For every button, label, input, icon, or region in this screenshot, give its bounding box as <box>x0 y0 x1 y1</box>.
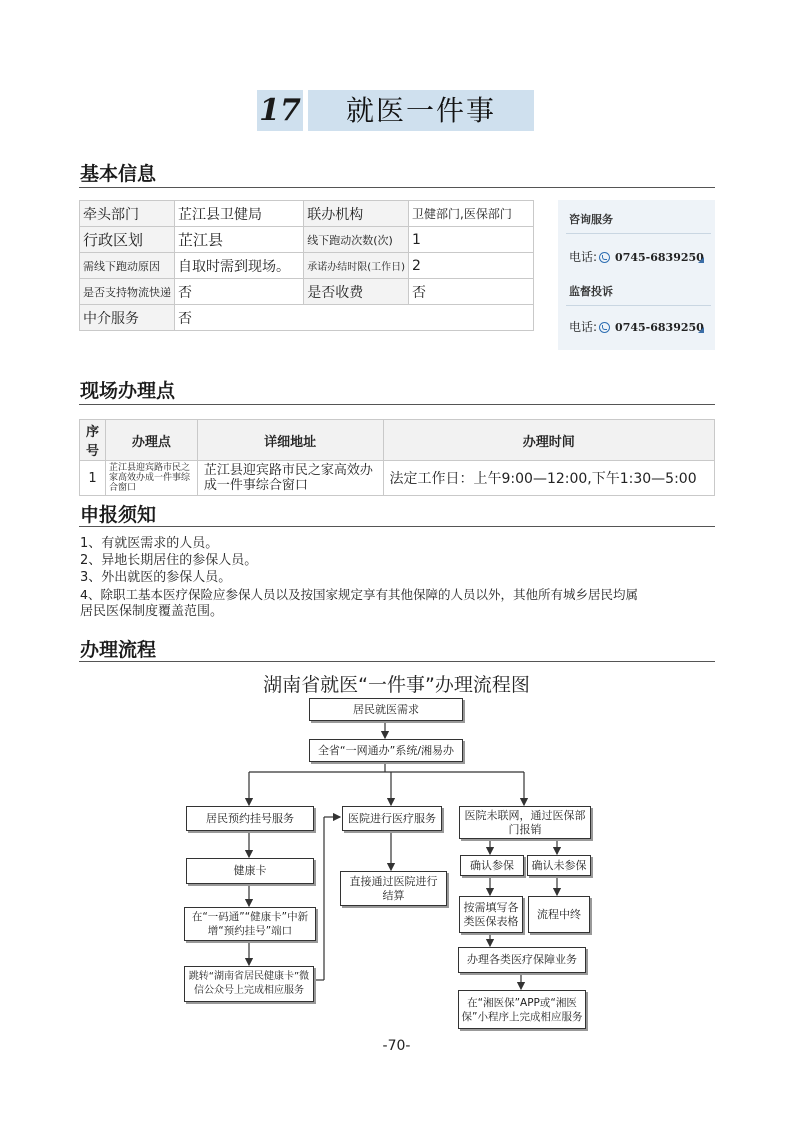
flow-node-wechat: 跳转“湖南省居民健康卡”微信公众号上完成相应服务 <box>184 966 314 1002</box>
value-charge: 否 <box>409 279 534 305</box>
flowchart-title: 湖南省就医“一件事”办理流程图 <box>263 674 530 696</box>
value-joint-agency: 卫健部门,医保部门 <box>409 201 534 227</box>
phone-label: 电话: <box>569 320 598 334</box>
cell-point: 芷江县迎宾路市民之家高效办成一件事综合窗口 <box>105 461 197 496</box>
flow-node-system: 全省“一网通办”系统/湘易办 <box>309 739 463 762</box>
label-joint-agency: 联办机构 <box>304 201 409 227</box>
value-offline-trips: 1 <box>409 227 534 253</box>
section-locations: 现场办理点 <box>80 380 176 402</box>
complaint-phone[interactable]: 0745-6839250 <box>615 321 704 334</box>
label-charge: 是否收费 <box>304 279 409 305</box>
flow-node-xiangyibao: 在“湘医保”APP或“湘医保”小程序上完成相应服务 <box>458 990 586 1029</box>
section-basic-info: 基本信息 <box>80 163 157 185</box>
flow-node-uninsured: 确认未参保 <box>527 855 591 876</box>
flow-node-health-card: 健康卡 <box>186 858 314 884</box>
label-lead-dept: 牵头部门 <box>80 201 175 227</box>
label-intermediary: 中介服务 <box>80 305 175 331</box>
page-number: -70- <box>382 1038 411 1054</box>
flow-node-insured: 确认参保 <box>460 855 524 876</box>
header-point: 办理点 <box>105 420 197 461</box>
flow-node-new-port: 在“一码通”“健康卡”中新增“预约挂号”端口 <box>184 907 316 941</box>
consult-title: 咨询服务 <box>569 213 613 226</box>
label-promise-days: 承诺办结时限(工作日) <box>304 253 409 279</box>
cell-hours: 法定工作日：上午9:00—12:00,下午1:30—5:00 <box>383 461 715 496</box>
flow-node-end: 流程中终 <box>528 896 590 933</box>
flow-node-appointment: 居民预约挂号服务 <box>186 806 314 831</box>
label-region: 行政区划 <box>80 227 175 253</box>
flow-node-demand: 居民就医需求 <box>309 698 463 721</box>
notice-item: 3、外出就医的参保人员。 <box>80 570 232 585</box>
notice-item: 4、除职工基本医疗保险应参保人员以及按国家规定享有其他保障的人员以外，其他所有城乡居民均属 <box>80 587 638 602</box>
section-process: 办理流程 <box>80 639 157 661</box>
title-number: 17 <box>259 93 301 128</box>
notice-item: 居民医保制度覆盖范围。 <box>80 604 224 619</box>
header-address: 详细地址 <box>197 420 383 461</box>
flow-node-hospital-service: 医院进行医疗服务 <box>342 806 442 831</box>
label-offline-trips: 线下跑动次数(次) <box>304 227 409 253</box>
flow-node-insurance-business: 办理各类医疗保障业务 <box>458 947 586 973</box>
label-offline-reason: 需线下跑动原因 <box>80 253 175 279</box>
value-promise-days: 2 <box>409 253 534 279</box>
value-intermediary: 否 <box>175 305 534 331</box>
flow-node-reimburse: 医院未联网，通过医保部门报销 <box>459 806 591 839</box>
header-hours: 办理时间 <box>383 420 715 461</box>
header-no: 序号 <box>80 420 106 461</box>
phone-label: 电话: <box>569 250 598 264</box>
notice-item: 1、有就医需求的人员。 <box>80 536 219 551</box>
complaint-title: 监督投诉 <box>569 285 613 298</box>
value-lead-dept: 芷江县卫健局 <box>175 201 304 227</box>
page-title: 就医一件事 <box>345 94 496 127</box>
consult-phone[interactable]: 0745-6839250 <box>615 251 704 264</box>
cell-address: 芷江县迎宾路市民之家高效办成一件事综合窗口 <box>197 461 383 496</box>
flow-node-fill-forms: 按需填写各类医保表格 <box>459 896 523 933</box>
value-offline-reason: 自取时需到现场。 <box>175 253 304 279</box>
section-notice: 申报须知 <box>80 504 157 526</box>
value-logistics: 否 <box>175 279 304 305</box>
notice-item: 2、异地长期居住的参保人员。 <box>80 553 258 568</box>
flow-node-settlement: 直接通过医院进行结算 <box>340 871 447 906</box>
label-logistics: 是否支持物流快递 <box>80 279 175 305</box>
value-region: 芷江县 <box>175 227 304 253</box>
cell-no: 1 <box>80 461 106 496</box>
